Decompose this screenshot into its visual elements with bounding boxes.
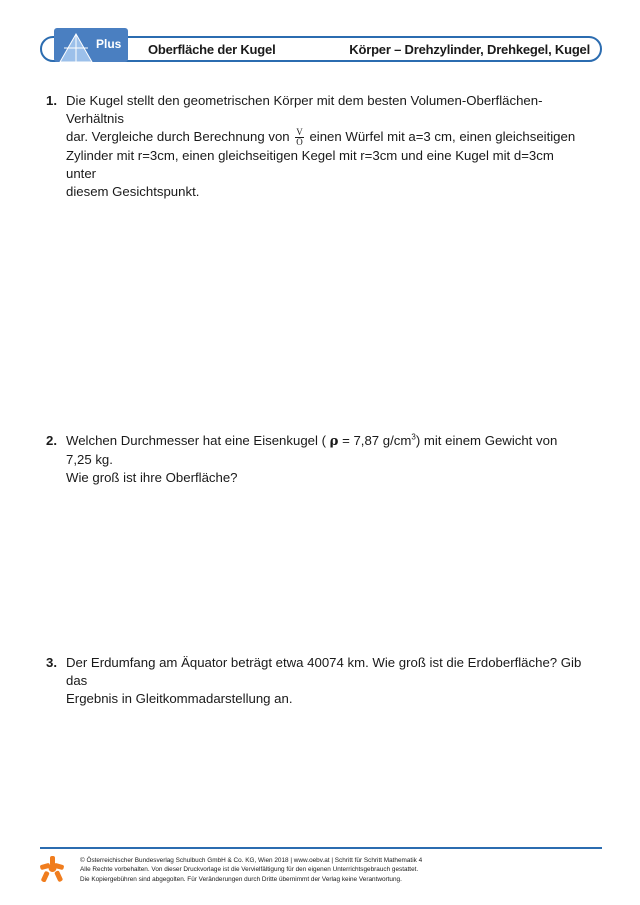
task-text-line	[66, 432, 586, 469]
task-text-line: diesem Gesichtspunkt.	[66, 184, 200, 200]
task-text-segment: Welchen Durchmesser hat eine Eisenkugel (	[66, 433, 326, 448]
fraction-numerator: V	[296, 127, 303, 138]
logo-label: Plus	[96, 37, 122, 51]
task-text-segment: ) mit einem Gewicht von 7,25 kg.	[66, 433, 558, 467]
page-topic: Körper – Drehzylinder, Drehkegel, Kugel	[349, 42, 590, 57]
footer-copyright	[80, 856, 422, 884]
page-title: Oberfläche der Kugel	[148, 42, 276, 57]
task-text-line: Die Kugel stellt den geometrischen Körper mit dem besten Volumen-Oberflächen-Verhältnis	[66, 93, 543, 126]
footer-line: Alle Rechte vorbehalten. Von dieser Druckvorlage ist die Vervielfältigung für den eigenen Unterrichtsgebrauch gestattet.	[80, 866, 419, 874]
task-number: 2.	[46, 433, 57, 448]
task-3	[46, 654, 586, 708]
publisher-star-icon	[40, 856, 64, 882]
task-text-line: Der Erdumfang am Äquator beträgt etwa 40074 km. Wie groß ist die Erdoberfläche? Gib das	[66, 655, 582, 688]
fraction-denominator: O	[296, 137, 303, 148]
task-text-line: Zylinder mit r=3cm, einen gleichseitigen Kegel mit r=3cm und eine Kugel mit d=3cm unter	[66, 148, 554, 182]
rho-symbol: ρ	[329, 434, 339, 449]
task-text-segment: einen Würfel mit a=3 cm, einen gleichseitigen	[309, 129, 576, 144]
task-text-line	[66, 128, 586, 147]
task-text-line: Ergebnis in Gleitkommadarstellung an.	[66, 691, 293, 706]
task-text-segment: = 7,87 g/cm	[338, 433, 412, 448]
task-number: 1.	[46, 93, 57, 108]
footer-line: © Österreichischer Bundesverlag Schulbuch GmbH & Co. KG, Wien 2018 | www.oebv.at | Schritt für Schritt Mathematik 4	[80, 857, 423, 864]
footer-divider	[40, 847, 602, 849]
task-text-line: Wie groß ist ihre Oberfläche?	[66, 470, 238, 485]
plus-logo-icon	[54, 28, 128, 68]
fraction-v-over-o	[295, 128, 304, 147]
task-text-segment: dar. Vergleiche durch Berechnung von	[66, 129, 290, 144]
task-1	[46, 92, 586, 201]
task-number: 3.	[46, 655, 57, 670]
superscript: 3	[411, 432, 416, 442]
task-2	[46, 432, 586, 487]
footer-line: Die Kopiergebühren sind abgegolten. Für Veränderungen durch Dritte übernimmt der Verlag keine Verantwortung.	[80, 875, 402, 883]
